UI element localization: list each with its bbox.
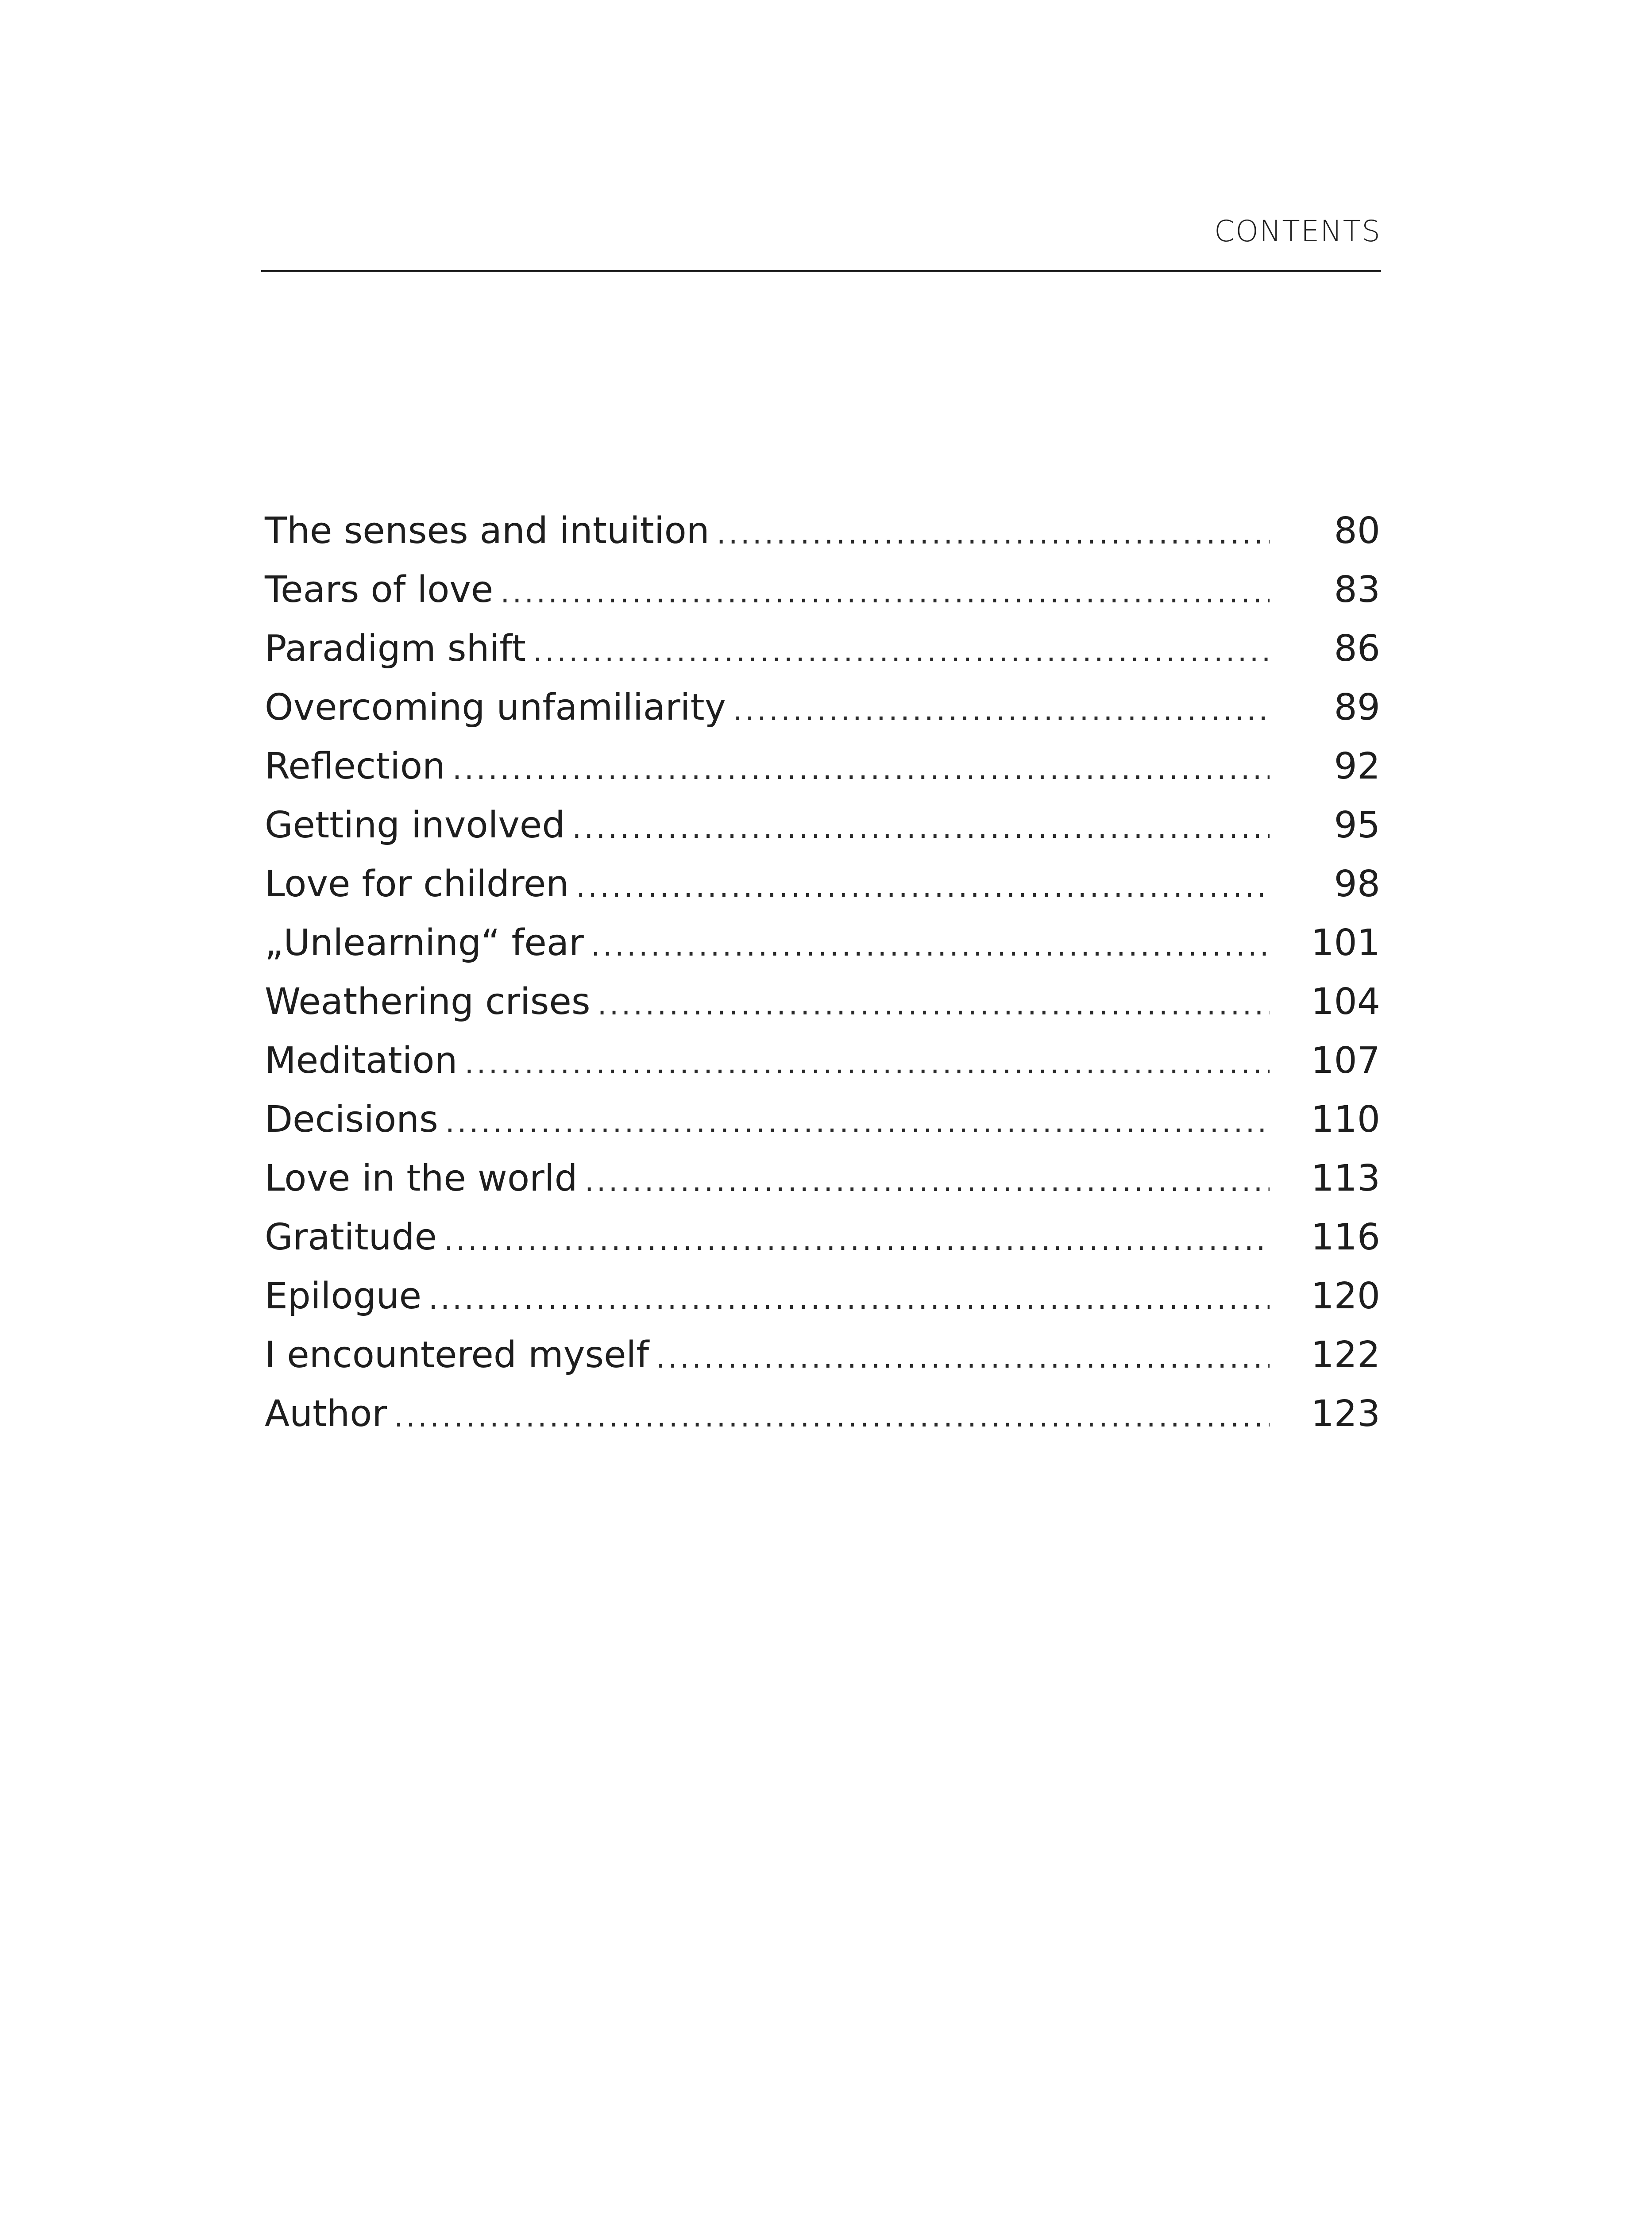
toc-entry-title: Tears of love (265, 569, 494, 611)
dot-leader (591, 911, 1270, 975)
toc-entry[interactable] (265, 1149, 1380, 1208)
toc-entry[interactable] (265, 1090, 1380, 1149)
header-rule (261, 270, 1381, 272)
toc-entry-page: 104 (1311, 981, 1380, 1023)
dot-leader (452, 734, 1270, 798)
table-of-contents (265, 501, 1380, 1443)
dot-leader (465, 1029, 1270, 1093)
dot-leader (445, 1087, 1270, 1152)
dot-leader (500, 558, 1270, 622)
dot-leader (717, 499, 1270, 563)
toc-entry[interactable] (265, 1267, 1380, 1326)
toc-entry-title: Love in the world (265, 1157, 578, 1199)
toc-entry-page: 122 (1311, 1334, 1380, 1376)
toc-entry[interactable] (265, 737, 1380, 796)
toc-entry[interactable] (265, 1326, 1380, 1384)
toc-entry-page: 110 (1311, 1099, 1380, 1141)
dot-leader (576, 852, 1270, 916)
toc-entry-title: Author (265, 1393, 387, 1435)
dot-leader (394, 1382, 1270, 1446)
toc-entry-page: 120 (1311, 1275, 1380, 1317)
dot-leader (656, 1323, 1270, 1387)
toc-entry[interactable] (265, 1384, 1380, 1443)
toc-entry-page: 89 (1334, 686, 1380, 729)
toc-entry-page: 101 (1311, 922, 1380, 964)
dot-leader (572, 793, 1270, 857)
toc-entry-page: 113 (1311, 1157, 1380, 1199)
toc-entry-page: 95 (1334, 804, 1380, 846)
dot-leader (444, 1205, 1270, 1269)
toc-entry-page: 83 (1334, 569, 1380, 611)
toc-entry[interactable] (265, 678, 1380, 737)
toc-entry[interactable] (265, 972, 1380, 1031)
toc-entry[interactable] (265, 1208, 1380, 1267)
toc-entry-title: Getting involved (265, 804, 565, 846)
toc-entry-page: 98 (1334, 863, 1380, 905)
dot-leader (585, 1146, 1270, 1211)
toc-entry-title: The senses and intuition (265, 510, 710, 552)
toc-entry[interactable] (265, 501, 1380, 560)
toc-entry-title: Decisions (265, 1099, 438, 1141)
toc-entry-title: Epilogue (265, 1275, 422, 1317)
toc-entry[interactable] (265, 619, 1380, 678)
toc-entry-title: I encountered myself (265, 1334, 649, 1376)
toc-entry-page: 123 (1311, 1393, 1380, 1435)
toc-entry-page: 86 (1334, 628, 1380, 670)
toc-entry-title: Gratitude (265, 1216, 437, 1258)
toc-entry-page: 80 (1334, 510, 1380, 552)
running-head: CONTENTS (1214, 214, 1381, 248)
toc-entry[interactable] (265, 914, 1380, 972)
toc-entry-page: 116 (1311, 1216, 1380, 1258)
toc-entry[interactable] (265, 855, 1380, 914)
toc-entry-title: Love for children (265, 863, 569, 905)
dot-leader (428, 1264, 1270, 1328)
toc-entry[interactable] (265, 796, 1380, 855)
toc-entry-title: Weathering crises (265, 981, 591, 1023)
toc-entry-title: Meditation (265, 1040, 458, 1082)
toc-entry-title: „Unlearning“ fear (265, 922, 584, 964)
toc-entry-title: Overcoming unfamiliarity (265, 686, 726, 729)
dot-leader (533, 617, 1270, 681)
toc-entry[interactable] (265, 1031, 1380, 1090)
toc-entry-page: 92 (1334, 745, 1380, 787)
toc-entry-title: Paradigm shift (265, 628, 526, 670)
toc-entry-page: 107 (1311, 1040, 1380, 1082)
dot-leader (598, 970, 1270, 1034)
toc-entry[interactable] (265, 560, 1380, 619)
dot-leader (733, 675, 1270, 740)
toc-entry-title: Reflection (265, 745, 445, 787)
